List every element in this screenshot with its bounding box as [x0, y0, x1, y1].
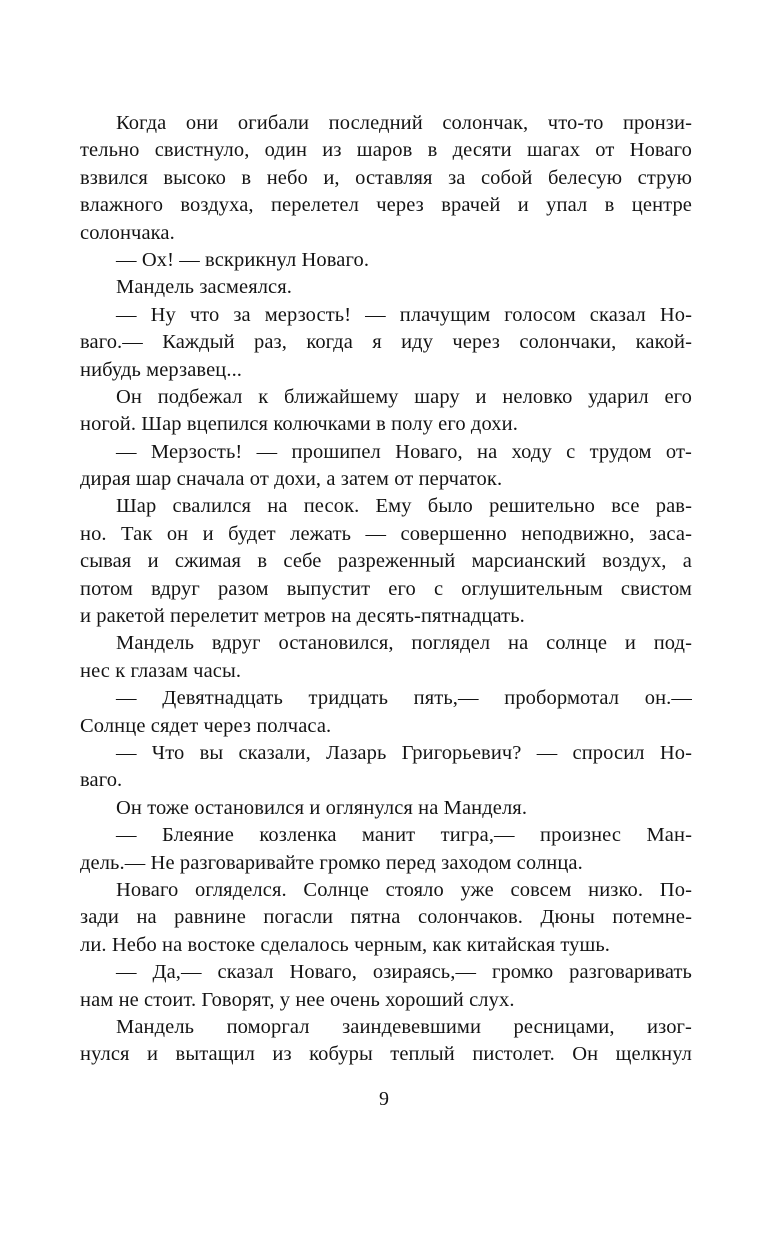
paragraph — [80, 795, 692, 822]
paragraph — [80, 274, 692, 301]
text-line: ли. Небо на востоке сделалось черным, как китайская тушь. — [80, 933, 611, 956]
text-line: зади на равнине погасли пятна солончаков. Дюны потемне- — [80, 906, 692, 929]
paragraph — [80, 685, 692, 740]
text-line: Мандель поморгал заиндевевшими ресницами, изог- — [116, 1015, 692, 1038]
text-line: Солнце сядет через полчаса. — [80, 714, 332, 737]
text-line: — Девятнадцать тридцать пять,— пробормотал он.— — [116, 687, 692, 710]
text-line: — Ну что за мерзость! — плачущим голосом сказал Но- — [116, 303, 692, 326]
text-line: Мандель вдруг остановился, поглядел на солнце и под- — [116, 632, 692, 655]
text-line: — Мерзость! — прошипел Новаго, на ходу с трудом от- — [116, 440, 692, 463]
paragraph — [80, 630, 692, 685]
text-line: дель.— Не разговаривайте громко перед заходом солнца. — [80, 851, 583, 874]
text-line: солончака. — [80, 221, 175, 244]
text-line: Он тоже остановился и оглянулся на Манделя. — [116, 796, 528, 819]
page-number: 9 — [379, 1088, 389, 1110]
text-line: нибудь мерзавец... — [80, 358, 243, 381]
paragraph — [80, 439, 692, 494]
paragraph — [80, 822, 692, 877]
text-line: — Что вы сказали, Лазарь Григорьевич? — спросил Но- — [116, 741, 692, 764]
text-line: ногой. Шар вцепился колючками в полу его дохи. — [80, 413, 518, 436]
text-line: — Да,— сказал Новаго, озираясь,— громко разговаривать — [116, 961, 692, 984]
text-line: взвился высоко в небо и, оставляя за собой белесую струю — [80, 166, 692, 189]
text-line: Мандель засмеялся. — [116, 276, 293, 299]
text-line: дирая шар сначала от дохи, а затем от перчаток. — [80, 468, 503, 491]
text-line: — Ох! — вскрикнул Новаго. — [116, 248, 370, 271]
paragraph — [80, 959, 692, 1014]
text-line: нам не стоит. Говорят, у нее очень хороший слух. — [80, 988, 515, 1011]
text-line: Он подбежал к ближайшему шару и неловко ударил его — [116, 385, 692, 408]
text-line: нес к глазам часы. — [80, 659, 242, 682]
text-line: Новаго огляделся. Солнце стояло уже совсем низко. По- — [116, 878, 692, 901]
text-line: влажного воздуха, перелетел через врачей и упал в центре — [80, 194, 692, 217]
paragraph — [80, 110, 692, 247]
text-block — [80, 110, 692, 1069]
text-line: потом вдруг разом выпустит его с оглушительным свистом — [80, 577, 692, 600]
text-line: и ракетой перелетит метров на десять-пятнадцать. — [80, 605, 525, 628]
paragraph — [80, 877, 692, 959]
text-line: Когда они огибали последний солончак, что-то пронзи- — [116, 112, 692, 134]
text-line: но. Так он и будет лежать — совершенно неподвижно, заса- — [80, 522, 692, 545]
text-line: ваго.— Каждый раз, когда я иду через солончаки, какой- — [80, 331, 692, 354]
paragraph — [80, 384, 692, 439]
text-line: ваго. — [80, 769, 123, 792]
paragraph — [80, 302, 692, 384]
paragraph — [80, 1014, 692, 1069]
text-line: тельно свистнуло, один из шаров в десяти шагах от Новаго — [80, 139, 692, 162]
paragraph — [80, 740, 692, 795]
paragraph — [80, 247, 692, 274]
text-line: Шар свалился на песок. Ему было решительно все рав- — [116, 495, 692, 518]
text-line: сывая и сжимая в себе разреженный марсианский воздух, а — [80, 550, 692, 573]
paragraph — [80, 493, 692, 630]
text-line: — Блеяние козленка манит тигра,— произнес Ман- — [116, 824, 692, 847]
text-line: нулся и вытащил из кобуры теплый пистолет. Он щелкнул — [80, 1043, 692, 1066]
